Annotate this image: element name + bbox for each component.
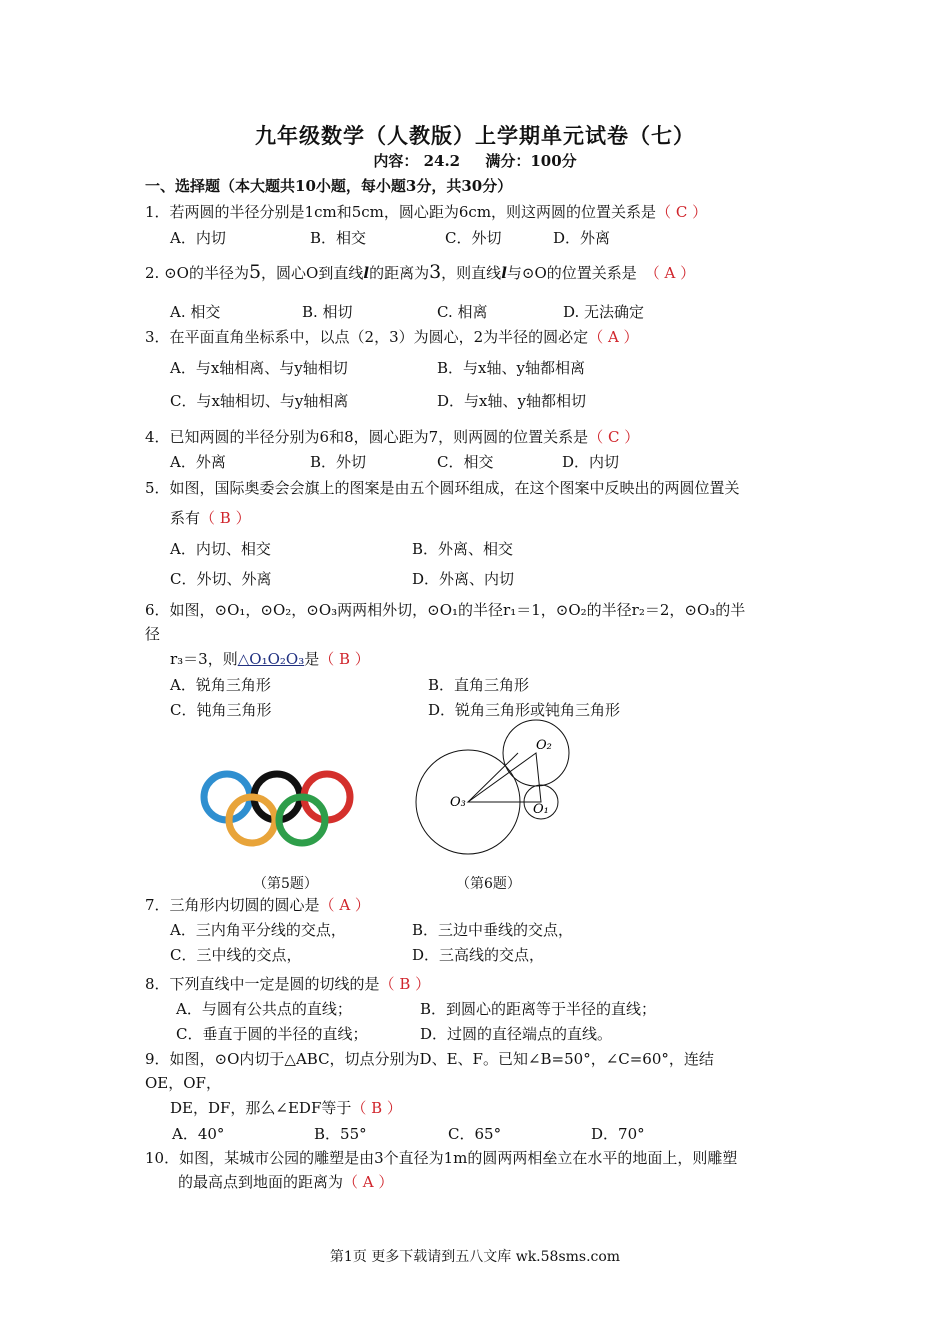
figure-5-caption: （第5题） [253, 876, 318, 892]
q4-option-b: B．外切 [310, 453, 367, 471]
question-8-answer: （ B ） [379, 975, 431, 993]
question-9-stem3: DE，DF，那么∠EDF等于 [170, 1099, 352, 1117]
q2-option-c: C. 相离 [437, 303, 488, 321]
q6-option-b: B．直角三角形 [428, 676, 530, 694]
question-1-stem: 1．若两圆的半径分别是1cm和5cm，圆心距为6cm，则这两圆的位置关系是 [145, 203, 657, 221]
question-5-line1: 5．如图，国际奥委会会旗上的图案是由五个圆环组成，在这个图案中反映出的两圆位置关 [145, 479, 740, 497]
question-9-answer: （ B ） [351, 1099, 402, 1117]
q6-option-c: C．钝角三角形 [170, 701, 272, 719]
q7-option-a: A．三内角平分线的交点， [170, 921, 346, 939]
q1-option-c: C．外切 [445, 229, 502, 247]
olympic-rings-figure [195, 765, 360, 850]
question-4-stem: 4．已知两圆的半径分别为6和8，圆心距为7，则两圆的位置关系是 [145, 428, 589, 446]
score-label: 满分：100分 [485, 152, 577, 170]
q3-option-a: A．与x轴相离、与y轴相切 [170, 359, 348, 377]
q5-option-b: B．外离、相交 [412, 540, 514, 558]
q2-num-2: 3 [429, 261, 442, 283]
q5-option-d: D．外离、内切 [412, 570, 515, 588]
label-o2: O₂ [536, 738, 552, 753]
q9-option-a: A．40° [172, 1125, 225, 1143]
page-footer: 第1页 更多下载请到五八文库 wk.58sms.com [329, 1249, 621, 1265]
page-title: 九年级数学（人教版）上学期单元试卷（七） [255, 123, 695, 148]
question-5-stem2: 系有 [170, 509, 201, 527]
q5-option-c: C．外切、外离 [170, 570, 272, 588]
question-1 [145, 202, 707, 222]
q9-option-b: B．55° [314, 1125, 367, 1143]
question-3 [145, 327, 639, 347]
q2-option-b: B. 相切 [302, 303, 353, 321]
tangent-circles-figure [410, 718, 580, 863]
label-o3: O₃ [450, 795, 466, 810]
triangle-o1o2o3 [468, 753, 541, 802]
content-label: 内容： 24.2 [373, 152, 461, 170]
question-9-line1: 9．如图，⊙O内切于△ABC，切点分别为D、E、F。已知∠B=50°，∠C=60°，连结 [145, 1050, 714, 1068]
question-6-answer: （ B ） [319, 650, 370, 668]
q4-option-a: A．外离 [170, 453, 226, 471]
q1-option-b: B．相交 [310, 229, 367, 247]
q1-option-d: D．外离 [553, 229, 611, 247]
q3-option-d: D．与x轴、y轴都相切 [437, 392, 586, 410]
q2-text-2: ，圆心O到直线 [261, 264, 364, 282]
question-9-line3 [170, 1098, 402, 1118]
question-6-line2: 径 [145, 625, 161, 643]
q8-option-d: D．过圆的直径端点的直线。 [420, 1025, 613, 1043]
q6-option-d: D．锐角三角形或钝角三角形 [428, 701, 621, 719]
q2-line-l: l [363, 264, 370, 282]
q3-option-b: B．与x轴、y轴都相离 [437, 359, 585, 377]
q6-triangle: △O₁O₂O₃ [237, 650, 305, 668]
question-7-answer: （ A ） [319, 896, 370, 914]
q4-option-d: D．内切 [562, 453, 620, 471]
q6-text-b: 是 [304, 650, 320, 668]
question-4-answer: （ C ） [588, 428, 640, 446]
triangle-extra-line [468, 753, 518, 802]
question-7 [145, 895, 370, 915]
question-1-answer: （ C ） [656, 203, 708, 221]
question-6-line3 [170, 649, 370, 669]
question-8-stem: 8．下列直线中一定是圆的切线的是 [145, 975, 380, 993]
q2-text-3: 的距离为 [369, 264, 430, 282]
q2-text-5: 与⊙O的位置关系是 [506, 264, 637, 282]
page-subtitle [0, 150, 950, 171]
q2-option-a: A. 相交 [170, 303, 221, 321]
question-2 [145, 262, 695, 283]
label-o1: O₁ [533, 802, 549, 817]
q8-option-a: A．与圆有公共点的直线； [176, 1000, 352, 1018]
question-10-answer: （ A ） [343, 1173, 394, 1191]
q8-option-c: C．垂直于圆的半径的直线； [176, 1025, 368, 1043]
q4-option-c: C．相交 [437, 453, 494, 471]
q2-text-4: ，则直线 [441, 264, 502, 282]
q2-line-l2: l [501, 264, 507, 282]
question-3-answer: （ A ） [588, 328, 639, 346]
q2-text-1: 2. ⊙O的半径为 [145, 264, 249, 282]
question-2-answer: （ A ） [644, 264, 696, 282]
question-6-line1: 6．如图，⊙O₁，⊙O₂，⊙O₃两两相外切，⊙O₁的半径r₁＝1，⊙O₂的半径r₂＝2，⊙O₃的半 [145, 601, 746, 619]
question-7-stem: 7．三角形内切圆的圆心是 [145, 896, 320, 914]
question-5-answer: （ B ） [200, 509, 251, 527]
q3-option-c: C．与x轴相切、与y轴相离 [170, 392, 349, 410]
question-10-stem2: 的最高点到地面的距离为 [178, 1173, 344, 1191]
q2-option-d: D. 无法确定 [563, 303, 645, 321]
q9-option-d: D．70° [591, 1125, 645, 1143]
q1-option-a: A．内切 [170, 229, 226, 247]
question-8 [145, 974, 430, 994]
q2-num-1: 5 [248, 261, 262, 283]
q7-option-d: D．三高线的交点， [412, 946, 545, 964]
question-4 [145, 427, 639, 447]
q9-option-c: C．65° [448, 1125, 502, 1143]
q8-option-b: B．到圆心的距离等于半径的直线； [420, 1000, 657, 1018]
figure-6-caption: （第6题） [456, 876, 521, 892]
q5-option-a: A．内切、相交 [170, 540, 271, 558]
q7-option-c: C．三中线的交点， [170, 946, 302, 964]
question-5-line2 [170, 508, 251, 528]
q6-option-a: A．锐角三角形 [170, 676, 271, 694]
question-10-line2 [178, 1172, 393, 1192]
question-3-stem: 3．在平面直角坐标系中，以点（2，3）为圆心，2为半径的圆必定 [145, 328, 589, 346]
question-9-line2: OE，OF， [145, 1074, 221, 1092]
q6-text-a: r₃＝3，则 [170, 650, 238, 668]
q7-option-b: B．三边中垂线的交点， [412, 921, 574, 939]
section-heading: 一、选择题（本大题共10小题，每小题3分，共30分） [145, 177, 513, 195]
question-10-line1: 10．如图，某城市公园的雕塑是由3个直径为1m的圆两两相垒立在水平的地面上，则雕塑 [145, 1149, 738, 1167]
